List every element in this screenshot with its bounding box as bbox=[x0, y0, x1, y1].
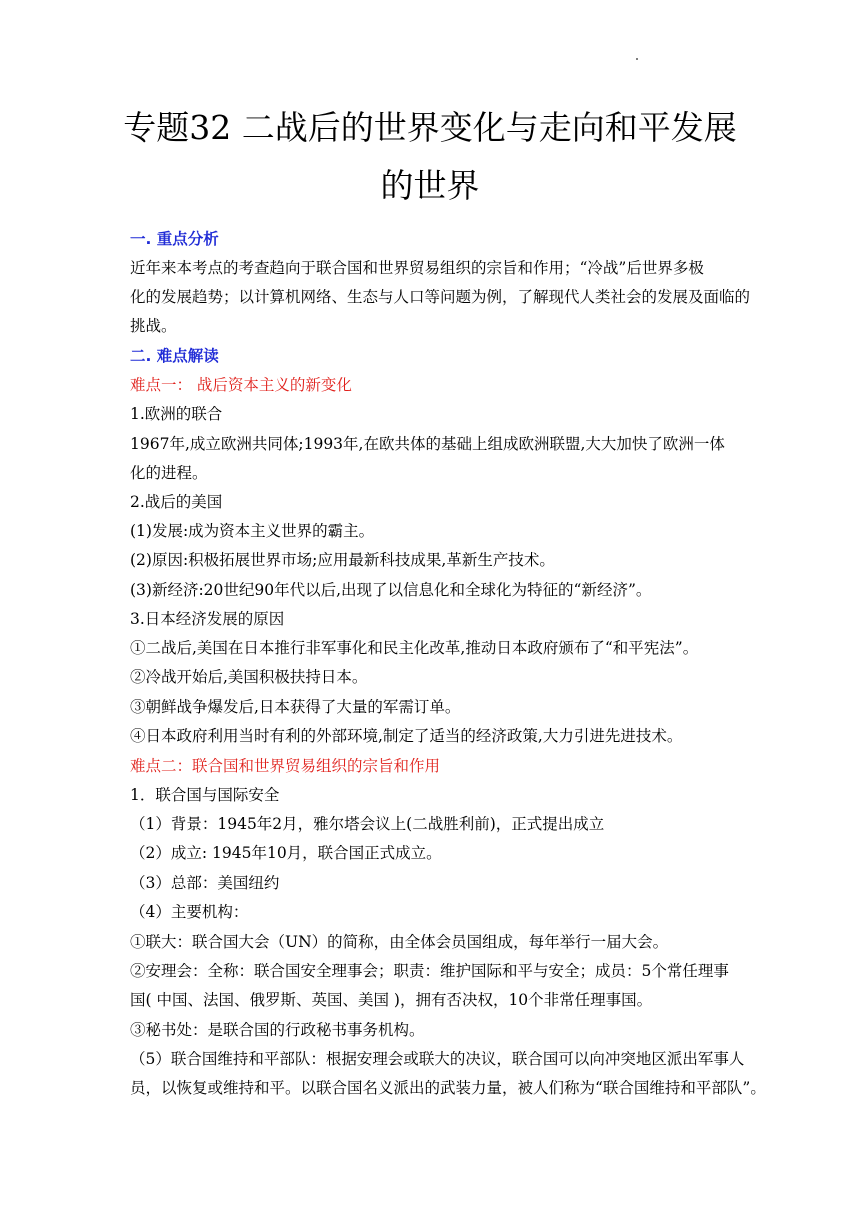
text-line: （1）背景：1945年2月，雅尔塔会议上(二战胜利前)，正式提出成立 bbox=[130, 815, 605, 833]
subsection-heading: 难点二：联合国和世界贸易组织的宗旨和作用 bbox=[130, 757, 441, 775]
text-line: （2）成立: 1945年10月，联合国正式成立。 bbox=[130, 844, 442, 862]
text-line: ③朝鲜战争爆发后,日本获得了大量的军需订单。 bbox=[130, 698, 461, 716]
page-title-line-2: 的世界 bbox=[380, 166, 480, 205]
section-heading: 二. 难点解读 bbox=[130, 347, 219, 365]
text-line: ①二战后,美国在日本推行非军事化和民主化改革,推动日本政府颁布了“和平宪法”。 bbox=[130, 639, 699, 657]
text-line: ②安理会：全称：联合国安全理事会；职责：维护国际和平与安全；成员：5个常任理事 bbox=[130, 962, 729, 980]
text-line: 1．联合国与国际安全 bbox=[130, 786, 280, 804]
text-line: ③秘书处：是联合国的行政秘书事务机构。 bbox=[130, 1021, 425, 1039]
text-line: （5）联合国维持和平部队：根据安理会或联大的决议，联合国可以向冲突地区派出军事人 bbox=[130, 1050, 745, 1068]
text-line: 3.日本经济发展的原因 bbox=[130, 610, 285, 628]
text-line: 员，以恢复或维持和平。以联合国名义派出的武装力量，被人们称为“联合国维持和平部队”。 bbox=[130, 1079, 766, 1097]
text-line: ④日本政府利用当时有利的外部环境,制定了适当的经济政策,大力引进先进技术。 bbox=[130, 727, 683, 745]
text-line: （4）主要机构： bbox=[130, 903, 249, 921]
text-line: 国( 中国、法国、俄罗斯、英国、美国 )，拥有否决权，10个非常任理事国。 bbox=[130, 991, 653, 1009]
text-line: 1.欧洲的联合 bbox=[130, 405, 223, 423]
page-title-line-1: 专题32 二战后的世界变化与走向和平发展 bbox=[123, 108, 737, 147]
text-line: （3）总部：美国纽约 bbox=[130, 874, 280, 892]
section-heading: 一. 重点分析 bbox=[130, 230, 219, 248]
text-line: 挑战。 bbox=[130, 317, 177, 335]
page-mark bbox=[636, 58, 638, 60]
text-line: (1)发展:成为资本主义世界的霸主。 bbox=[130, 522, 375, 540]
text-line: 近年来本考点的考查趋向于联合国和世界贸易组织的宗旨和作用；“冷战”后世界多极 bbox=[130, 259, 704, 277]
text-line: ②冷战开始后,美国积极扶持日本。 bbox=[130, 668, 368, 686]
text-line: 化的进程。 bbox=[130, 464, 208, 482]
text-line: (2)原因:积极拓展世界市场;应用最新科技成果,革新生产技术。 bbox=[130, 551, 555, 569]
text-line: ①联大：联合国大会（UN）的简称，由全体会员国组成，每年举行一届大会。 bbox=[130, 933, 669, 951]
subsection-heading: 难点一： 战后资本主义的新变化 bbox=[130, 376, 352, 394]
text-line: 2.战后的美国 bbox=[130, 493, 223, 511]
text-line: (3)新经济:20世纪90年代以后,出现了以信息化和全球化为特征的“新经济”。 bbox=[130, 581, 652, 599]
text-line: 化的发展趋势；以计算机网络、生态与人口等问题为例，了解现代人类社会的发展及面临的 bbox=[130, 288, 751, 306]
text-line: 1967年,成立欧洲共同体;1993年,在欧共体的基础上组成欧洲联盟,大大加快了欧洲一体 bbox=[130, 435, 725, 453]
